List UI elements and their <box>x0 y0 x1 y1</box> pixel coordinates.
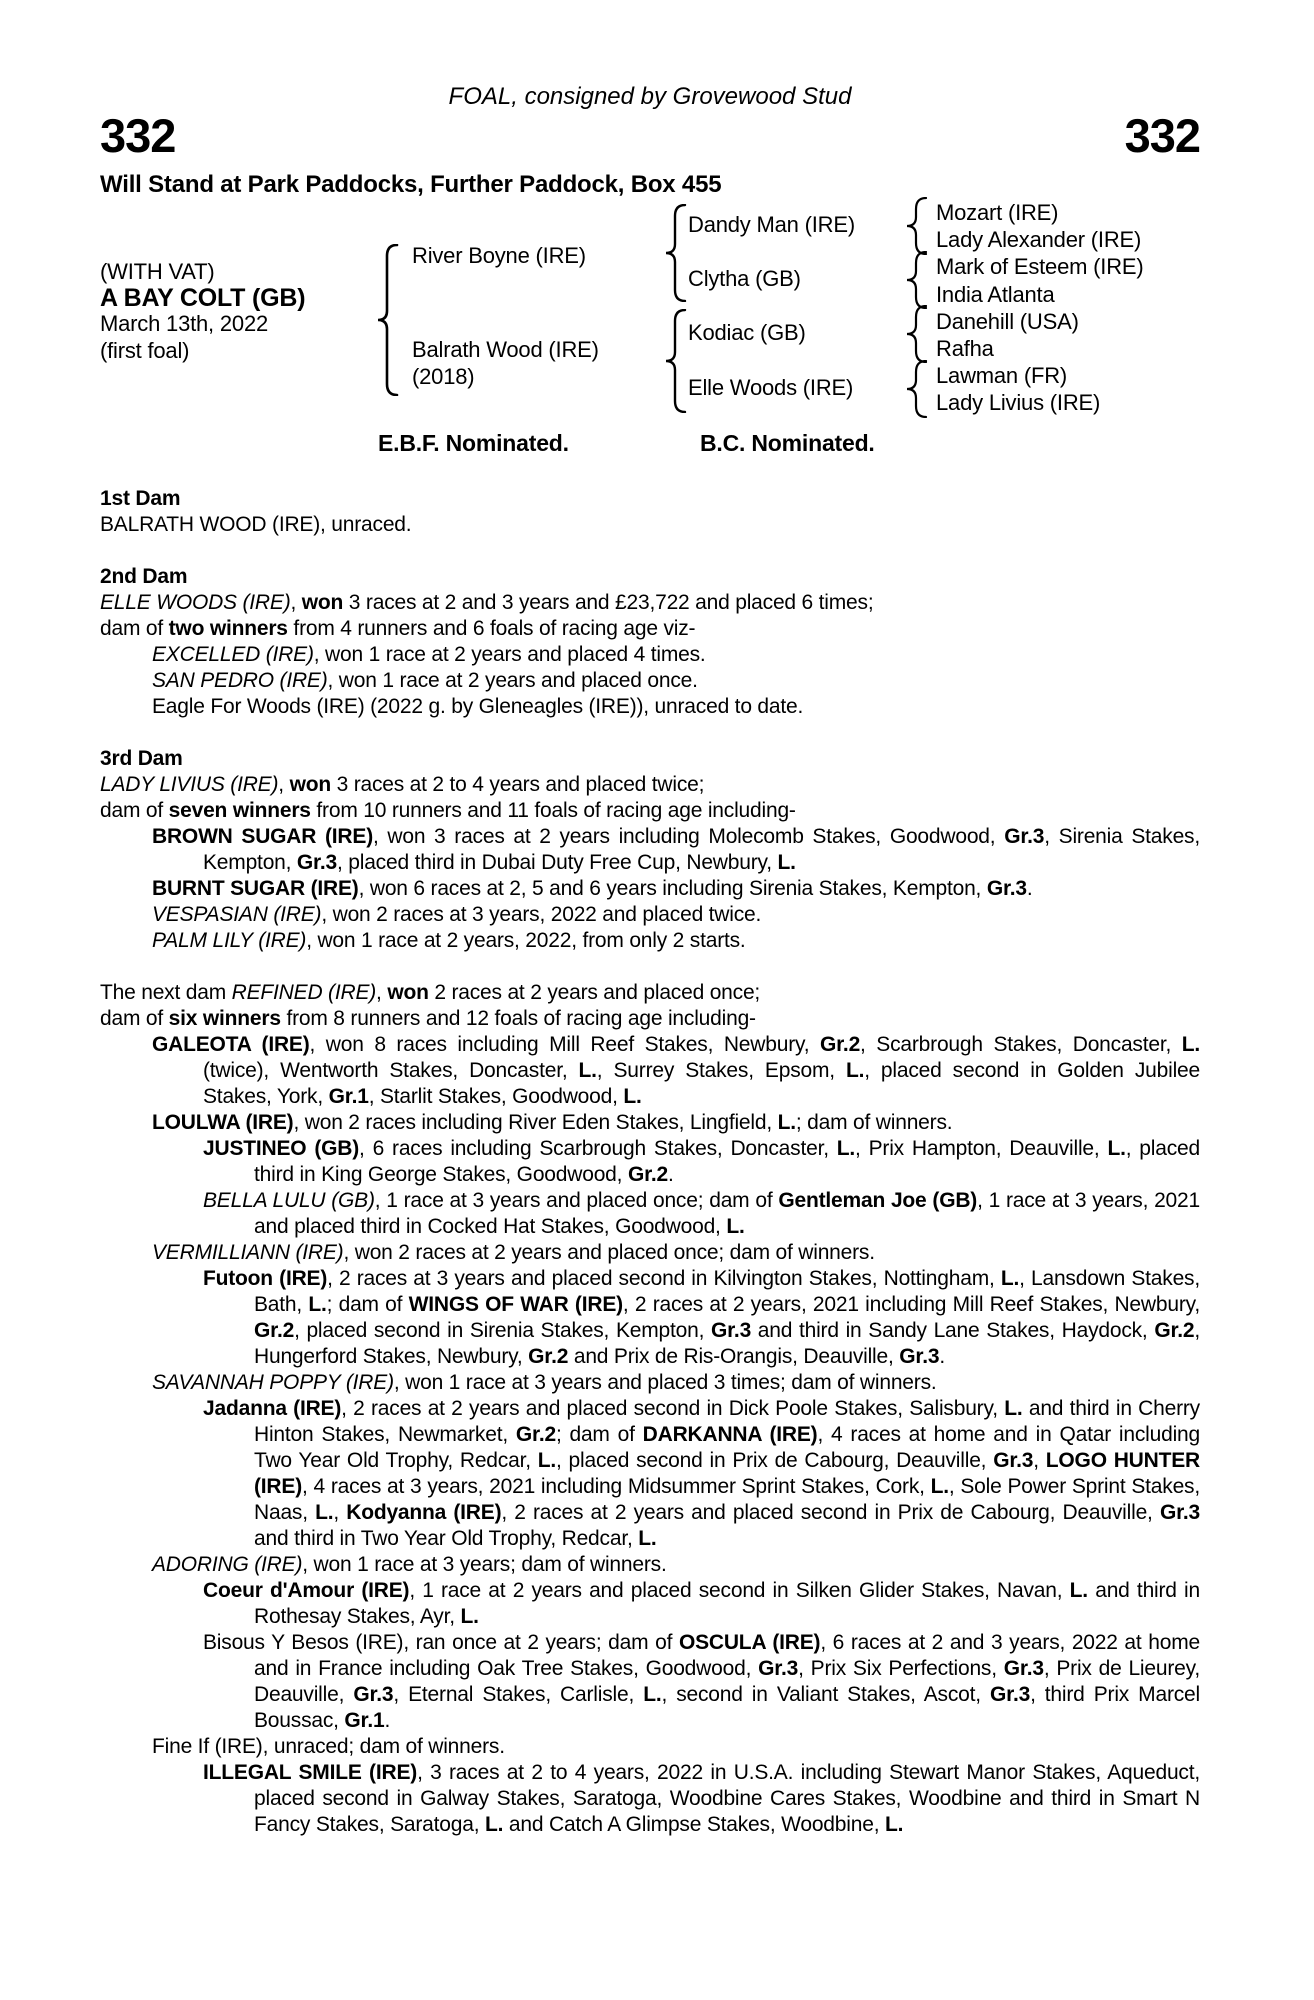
text-run: , placed second in Sirenia Stakes, Kempton, <box>294 1319 711 1342</box>
bold-run: won <box>289 773 331 796</box>
bold-run: L. <box>643 1683 662 1706</box>
bold-run: L. <box>777 851 796 874</box>
bold-run: Kodyanna (IRE) <box>346 1501 502 1524</box>
text-run: and third in Cherry Hinton Stakes, Newmarket, <box>254 1397 1200 1446</box>
grandparent-name: India Atlanta <box>936 282 1055 307</box>
text-run: 2 races at 2 years and placed once; <box>428 981 761 1004</box>
ebf-nomination: E.B.F. Nominated. <box>378 430 569 456</box>
dam-name: Balrath Wood (IRE) <box>412 337 599 362</box>
bold-run: Gr.2 <box>528 1345 569 1368</box>
bold-run: Futoon (IRE) <box>203 1267 328 1290</box>
italic-run: REFINED (IRE) <box>231 981 377 1004</box>
text-run: , third Prix Marcel Boussac, <box>254 1683 1200 1732</box>
bold-run: LOGO HUNTER (IRE) <box>254 1449 1201 1498</box>
bold-run: Jadanna (IRE) <box>203 1397 342 1420</box>
pedigree-paragraph <box>100 798 1200 824</box>
bold-run: L. <box>315 1501 334 1524</box>
grandparent-name: Lady Livius (IRE) <box>936 390 1101 415</box>
bold-run: L. <box>485 1813 504 1836</box>
text-run: , <box>333 1501 347 1524</box>
text-run: (twice), Wentworth Stakes, Doncaster, <box>203 1059 579 1082</box>
parent-name: Elle Woods (IRE) <box>688 375 854 400</box>
bold-run: Gr.2 <box>515 1423 556 1446</box>
italic-run: VERMILLIANN (IRE) <box>152 1241 344 1264</box>
dam-heading: 3rd Dam <box>100 747 183 770</box>
bold-run: L. <box>845 1059 865 1082</box>
grandparent-name: Rafha <box>936 336 994 361</box>
bold-run: L. <box>623 1085 642 1108</box>
text-run: , won 6 races at 2, 5 and 6 years including Sirenia Stakes, Kempton, <box>358 877 987 900</box>
lot-number-left: 332 <box>100 109 176 162</box>
text-run: , <box>278 773 290 796</box>
bold-run: Gr.3 <box>296 851 337 874</box>
bold-run: Gr.2 <box>627 1163 668 1186</box>
italic-run: SAN PEDRO (IRE) <box>152 669 328 692</box>
pedigree-paragraph <box>100 1578 1200 1630</box>
text-run: from 4 runners and 6 foals of racing age viz- <box>287 617 696 640</box>
pedigree-paragraph <box>100 1240 1200 1266</box>
text-run: , Hungerford Stakes, Newbury, <box>254 1319 1201 1368</box>
colt-details-line: (WITH VAT) <box>100 259 215 284</box>
text-run: , won 2 races at 2 years and placed once; dam of winners. <box>343 1241 875 1264</box>
text-run: The next dam <box>100 981 232 1004</box>
parent-name: Kodiac (GB) <box>688 320 806 345</box>
text-run: , Prix Six Perfections, <box>798 1657 1004 1680</box>
text-run: , Sirenia Stakes, Kempton, <box>203 825 1200 874</box>
text-run: , Surrey Stakes, Epsom, <box>596 1059 846 1082</box>
bold-run: Coeur d'Amour (IRE) <box>203 1579 410 1602</box>
text-run: , won 8 races including Mill Reef Stakes, Newbury, <box>309 1033 820 1056</box>
text-run: , placed third in King George Stakes, Goodwood, <box>254 1137 1200 1186</box>
text-run: , Eternal Stakes, Carlisle, <box>393 1683 644 1706</box>
bold-run: L. <box>1004 1397 1023 1420</box>
bold-run: Gr.1 <box>328 1085 369 1108</box>
dam-heading: 2nd Dam <box>100 565 188 588</box>
dam-section <box>100 564 1200 720</box>
pedigree-paragraph <box>100 1760 1200 1838</box>
text-run: ; dam of winners. <box>795 1111 953 1134</box>
bold-run: Gr.3 <box>758 1657 799 1680</box>
dam-section <box>100 980 1200 1838</box>
bold-run: L. <box>638 1527 657 1550</box>
grandparent-name: Lady Alexander (IRE) <box>936 227 1142 252</box>
text-run: dam of <box>100 1007 169 1030</box>
dam-section <box>100 746 1200 954</box>
text-run: , <box>376 981 388 1004</box>
pedigree-brace <box>373 244 399 402</box>
nominations-line <box>100 430 1200 456</box>
dam-year: (2018) <box>412 364 475 389</box>
italic-run: SAVANNAH POPPY (IRE) <box>152 1371 394 1394</box>
lot-number-row <box>100 109 1200 162</box>
parent-name: Clytha (GB) <box>688 266 801 291</box>
text-run: , placed third in Dubai Duty Free Cup, Newbury, <box>336 851 778 874</box>
text-run: , won 2 races at 3 years, 2022 and placed twice. <box>321 903 762 926</box>
text-run: 3 races at 2 to 4 years and placed twice; <box>330 773 705 796</box>
bc-nomination: B.C. Nominated. <box>700 430 875 456</box>
parent-name: Dandy Man (IRE) <box>688 212 855 237</box>
text-run: , Starlit Stakes, Goodwood, <box>368 1085 624 1108</box>
text-run: , 6 races at 2 and 3 years, 2022 at home and in France including Oak Tree Stakes, Goodwood, <box>254 1631 1200 1680</box>
pedigree-paragraph <box>100 824 1200 876</box>
text-run: , won 2 races including River Eden Stakes, Lingfield, <box>293 1111 778 1134</box>
bold-run: DARKANNA (IRE) <box>642 1423 818 1446</box>
bold-run: Gr.3 <box>899 1345 940 1368</box>
text-run: , 2 races at 2 years, 2021 including Mill Reef Stakes, Newbury, <box>622 1293 1201 1316</box>
text-run: . <box>384 1709 391 1732</box>
text-run: , 1 race at 3 years, 2021 and placed third in Cocked Hat Stakes, Goodwood, <box>254 1189 1200 1238</box>
bold-run: OSCULA (IRE) <box>678 1631 821 1654</box>
text-run: Fine If (IRE), unraced; dam of winners. <box>152 1735 505 1758</box>
text-run: , 4 races at home and in Qatar including Two Year Old Trophy, Redcar, <box>254 1423 1200 1472</box>
text-run: from 8 runners and 12 foals of racing age including- <box>280 1007 756 1030</box>
bold-run: Gr.1 <box>344 1709 385 1732</box>
bold-run: Gr.3 <box>990 1683 1031 1706</box>
pedigree-brace <box>663 309 687 419</box>
grandparent-name: Danehill (USA) <box>936 309 1079 334</box>
pedigree-brace <box>906 360 928 424</box>
pedigree-paragraph <box>100 928 1200 954</box>
text-run: and Prix de Ris-Orangis, Deauville, <box>568 1345 900 1368</box>
pedigree-paragraph <box>100 1630 1200 1734</box>
italic-run: ADORING (IRE) <box>152 1553 303 1576</box>
text-run: , Prix de Lieurey, Deauville, <box>254 1657 1200 1706</box>
dam-section <box>100 486 1200 538</box>
text-run: , Lansdown Stakes, Bath, <box>254 1267 1200 1316</box>
bold-run: BROWN SUGAR (IRE) <box>152 825 373 848</box>
bold-run: Gr.3 <box>353 1683 394 1706</box>
text-run: ; dam of <box>555 1423 643 1446</box>
text-run: . <box>939 1345 945 1368</box>
bold-run: L. <box>930 1475 949 1498</box>
bold-run: Gr.3 <box>710 1319 752 1342</box>
text-run: , <box>1033 1449 1046 1472</box>
bold-run: ILLEGAL SMILE (IRE) <box>203 1761 418 1784</box>
text-run: , 6 races including Scarbrough Stakes, Doncaster, <box>359 1137 837 1160</box>
pedigree-paragraph <box>100 1734 1200 1760</box>
bold-run: Gr.3 <box>1159 1501 1200 1524</box>
bold-run: Gr.2 <box>254 1319 295 1342</box>
text-run: and Catch A Glimpse Stakes, Woodbine, <box>503 1813 885 1836</box>
bold-run: won <box>387 981 429 1004</box>
bold-run: Gentleman Joe (GB) <box>778 1189 978 1212</box>
page-content <box>100 0 1200 1864</box>
italic-run: VESPASIAN (IRE) <box>152 903 322 926</box>
pedigree-paragraph <box>100 1396 1200 1552</box>
pedigree-paragraph <box>100 1006 1200 1032</box>
text-run: , placed second in Golden Jubilee Stakes, York, <box>203 1059 1200 1108</box>
bold-run: L. <box>836 1137 856 1160</box>
pedigree-tree <box>100 198 1200 420</box>
italic-run: LADY LIVIUS (IRE) <box>100 773 279 796</box>
text-run: . <box>1026 877 1033 900</box>
pedigree-paragraph <box>100 590 1200 616</box>
bold-run: L. <box>777 1111 796 1134</box>
bold-run: L. <box>1069 1579 1088 1602</box>
italic-run: EXCELLED (IRE) <box>152 643 314 666</box>
text-run: , 4 races at 3 years, 2021 including Midsummer Sprint Stakes, Cork, <box>302 1475 931 1498</box>
grandparent-name: Mozart (IRE) <box>936 200 1059 225</box>
bold-run: Gr.3 <box>986 877 1027 900</box>
pedigree-paragraph <box>100 876 1200 902</box>
stand-location-line: Will Stand at Park Paddocks, Further Paddock, Box 455 <box>100 171 722 198</box>
bold-run: Gr.2 <box>1154 1319 1195 1342</box>
pedigree-paragraph <box>100 1266 1200 1370</box>
text-run: , 1 race at 3 years and placed once; dam of <box>374 1189 779 1212</box>
bold-run: L. <box>460 1605 479 1628</box>
text-run: , won 1 race at 3 years and placed 3 times; dam of winners. <box>393 1371 937 1394</box>
bold-run: GALEOTA (IRE) <box>152 1033 310 1056</box>
pedigree-paragraph <box>100 980 1200 1006</box>
bold-run: Gr.3 <box>1003 1657 1044 1680</box>
text-run: , 3 races at 2 to 4 years, 2022 in U.S.A. including Stewart Manor Stakes, Aqueduct, placed second in Galway Stakes, Saratoga, Woodbine Cares Stakes, Woodbine and third in Smart N Fancy Stakes, Saratoga, <box>254 1761 1201 1836</box>
bold-run: won <box>301 591 344 614</box>
lot-number-right: 332 <box>1124 109 1200 162</box>
text-run: dam of <box>100 799 169 822</box>
dam-sections <box>100 486 1200 1838</box>
text-run: and third in Rothesay Stakes, Ayr, <box>254 1579 1201 1628</box>
bold-run: L. <box>884 1813 904 1836</box>
bold-run: L. <box>1107 1137 1126 1160</box>
pedigree-paragraph <box>100 1552 1200 1578</box>
text-run: , 1 race at 2 years and placed second in Silken Glider Stakes, Navan, <box>409 1579 1070 1602</box>
text-run: Eagle For Woods (IRE) (2022 g. by Gleneagles (IRE)), unraced to date. <box>152 695 804 718</box>
pedigree-paragraph <box>100 694 1200 720</box>
grandparent-name: Mark of Esteem (IRE) <box>936 254 1144 279</box>
text-run: 3 races at 2 and 3 years and £23,722 and placed 6 times; <box>343 591 874 614</box>
bold-run: L. <box>578 1059 597 1082</box>
text-run: , won 1 race at 2 years, 2022, from only 2 starts. <box>306 929 746 952</box>
text-run: and third in Two Year Old Trophy, Redcar, <box>254 1527 639 1550</box>
bold-run: L. <box>1181 1033 1200 1056</box>
bold-run: L. <box>1000 1267 1020 1290</box>
bold-run: JUSTINEO (GB) <box>203 1137 360 1160</box>
text-run: from 10 runners and 11 foals of racing age including- <box>310 799 796 822</box>
colt-details-line: (first foal) <box>100 338 190 363</box>
text-run: , Prix Hampton, Deauville, <box>855 1137 1108 1160</box>
pedigree-paragraph <box>100 616 1200 642</box>
text-run: , Sole Power Sprint Stakes, Naas, <box>254 1475 1200 1524</box>
bold-run: WINGS OF WAR (IRE) <box>408 1293 623 1316</box>
text-run: ; dam of <box>326 1293 409 1316</box>
colt-details-line: March 13th, 2022 <box>100 311 269 336</box>
bold-run: Gr.2 <box>819 1033 861 1056</box>
bold-run: Gr.3 <box>993 1449 1034 1472</box>
dam-heading: 1st Dam <box>100 487 181 510</box>
pedigree-paragraph <box>100 1136 1200 1188</box>
text-run: , 2 races at 2 years and placed second in Dick Poole Stakes, Salisbury, <box>341 1397 1005 1420</box>
text-run: Bisous Y Besos (IRE), ran once at 2 years; dam of <box>203 1631 679 1654</box>
text-run: , won 1 race at 3 years; dam of winners. <box>302 1553 667 1576</box>
grandparent-name: Lawman (FR) <box>936 363 1068 388</box>
pedigree-paragraph <box>100 1370 1200 1396</box>
pedigree-paragraph <box>100 1188 1200 1240</box>
bold-run: BURNT SUGAR (IRE) <box>152 877 359 900</box>
consignor-line: FOAL, consigned by Grovewood Stud <box>448 83 852 110</box>
text-run: , placed second in Prix de Cabourg, Deauville, <box>556 1449 994 1472</box>
text-run: BALRATH WOOD (IRE), unraced. <box>100 513 412 536</box>
pedigree-paragraph <box>100 512 1200 538</box>
bold-run: Gr.3 <box>1004 825 1045 848</box>
bold-run: six winners <box>168 1007 281 1030</box>
text-run: , 2 races at 3 years and placed second in Kilvington Stakes, Nottingham, <box>327 1267 1001 1290</box>
pedigree-brace <box>663 204 687 308</box>
text-run: , <box>290 591 302 614</box>
italic-run: BELLA LULU (GB) <box>203 1189 375 1212</box>
pedigree-paragraph <box>100 668 1200 694</box>
text-run: , won 1 race at 2 years and placed once. <box>327 669 698 692</box>
pedigree-paragraph <box>100 902 1200 928</box>
bold-run: L. <box>726 1215 745 1238</box>
text-run: dam of <box>100 617 169 640</box>
text-run: , won 1 race at 2 years and placed 4 times. <box>313 643 706 666</box>
sire-name: River Boyne (IRE) <box>412 243 586 268</box>
italic-run: PALM LILY (IRE) <box>152 929 307 952</box>
pedigree-paragraph <box>100 1032 1200 1110</box>
text-run: , 2 races at 2 years and placed second in Prix de Cabourg, Deauville, <box>501 1501 1160 1524</box>
bold-run: L. <box>308 1293 327 1316</box>
text-run: , Scarbrough Stakes, Doncaster, <box>860 1033 1182 1056</box>
text-run: , won 3 races at 2 years including Molecomb Stakes, Goodwood, <box>372 825 1005 848</box>
colt-details-line: A BAY COLT (GB) <box>100 284 306 312</box>
pedigree-paragraph <box>100 1110 1200 1136</box>
text-run: , second in Valiant Stakes, Ascot, <box>661 1683 990 1706</box>
text-run: and third in Sandy Lane Stakes, Haydock, <box>751 1319 1155 1342</box>
pedigree-paragraph <box>100 772 1200 798</box>
bold-run: L. <box>537 1449 556 1472</box>
bold-run: seven winners <box>168 799 311 822</box>
italic-run: ELLE WOODS (IRE) <box>100 591 291 614</box>
bold-run: LOULWA (IRE) <box>152 1111 294 1134</box>
text-run: . <box>668 1163 674 1186</box>
pedigree-paragraph <box>100 642 1200 668</box>
bold-run: two winners <box>168 617 288 640</box>
